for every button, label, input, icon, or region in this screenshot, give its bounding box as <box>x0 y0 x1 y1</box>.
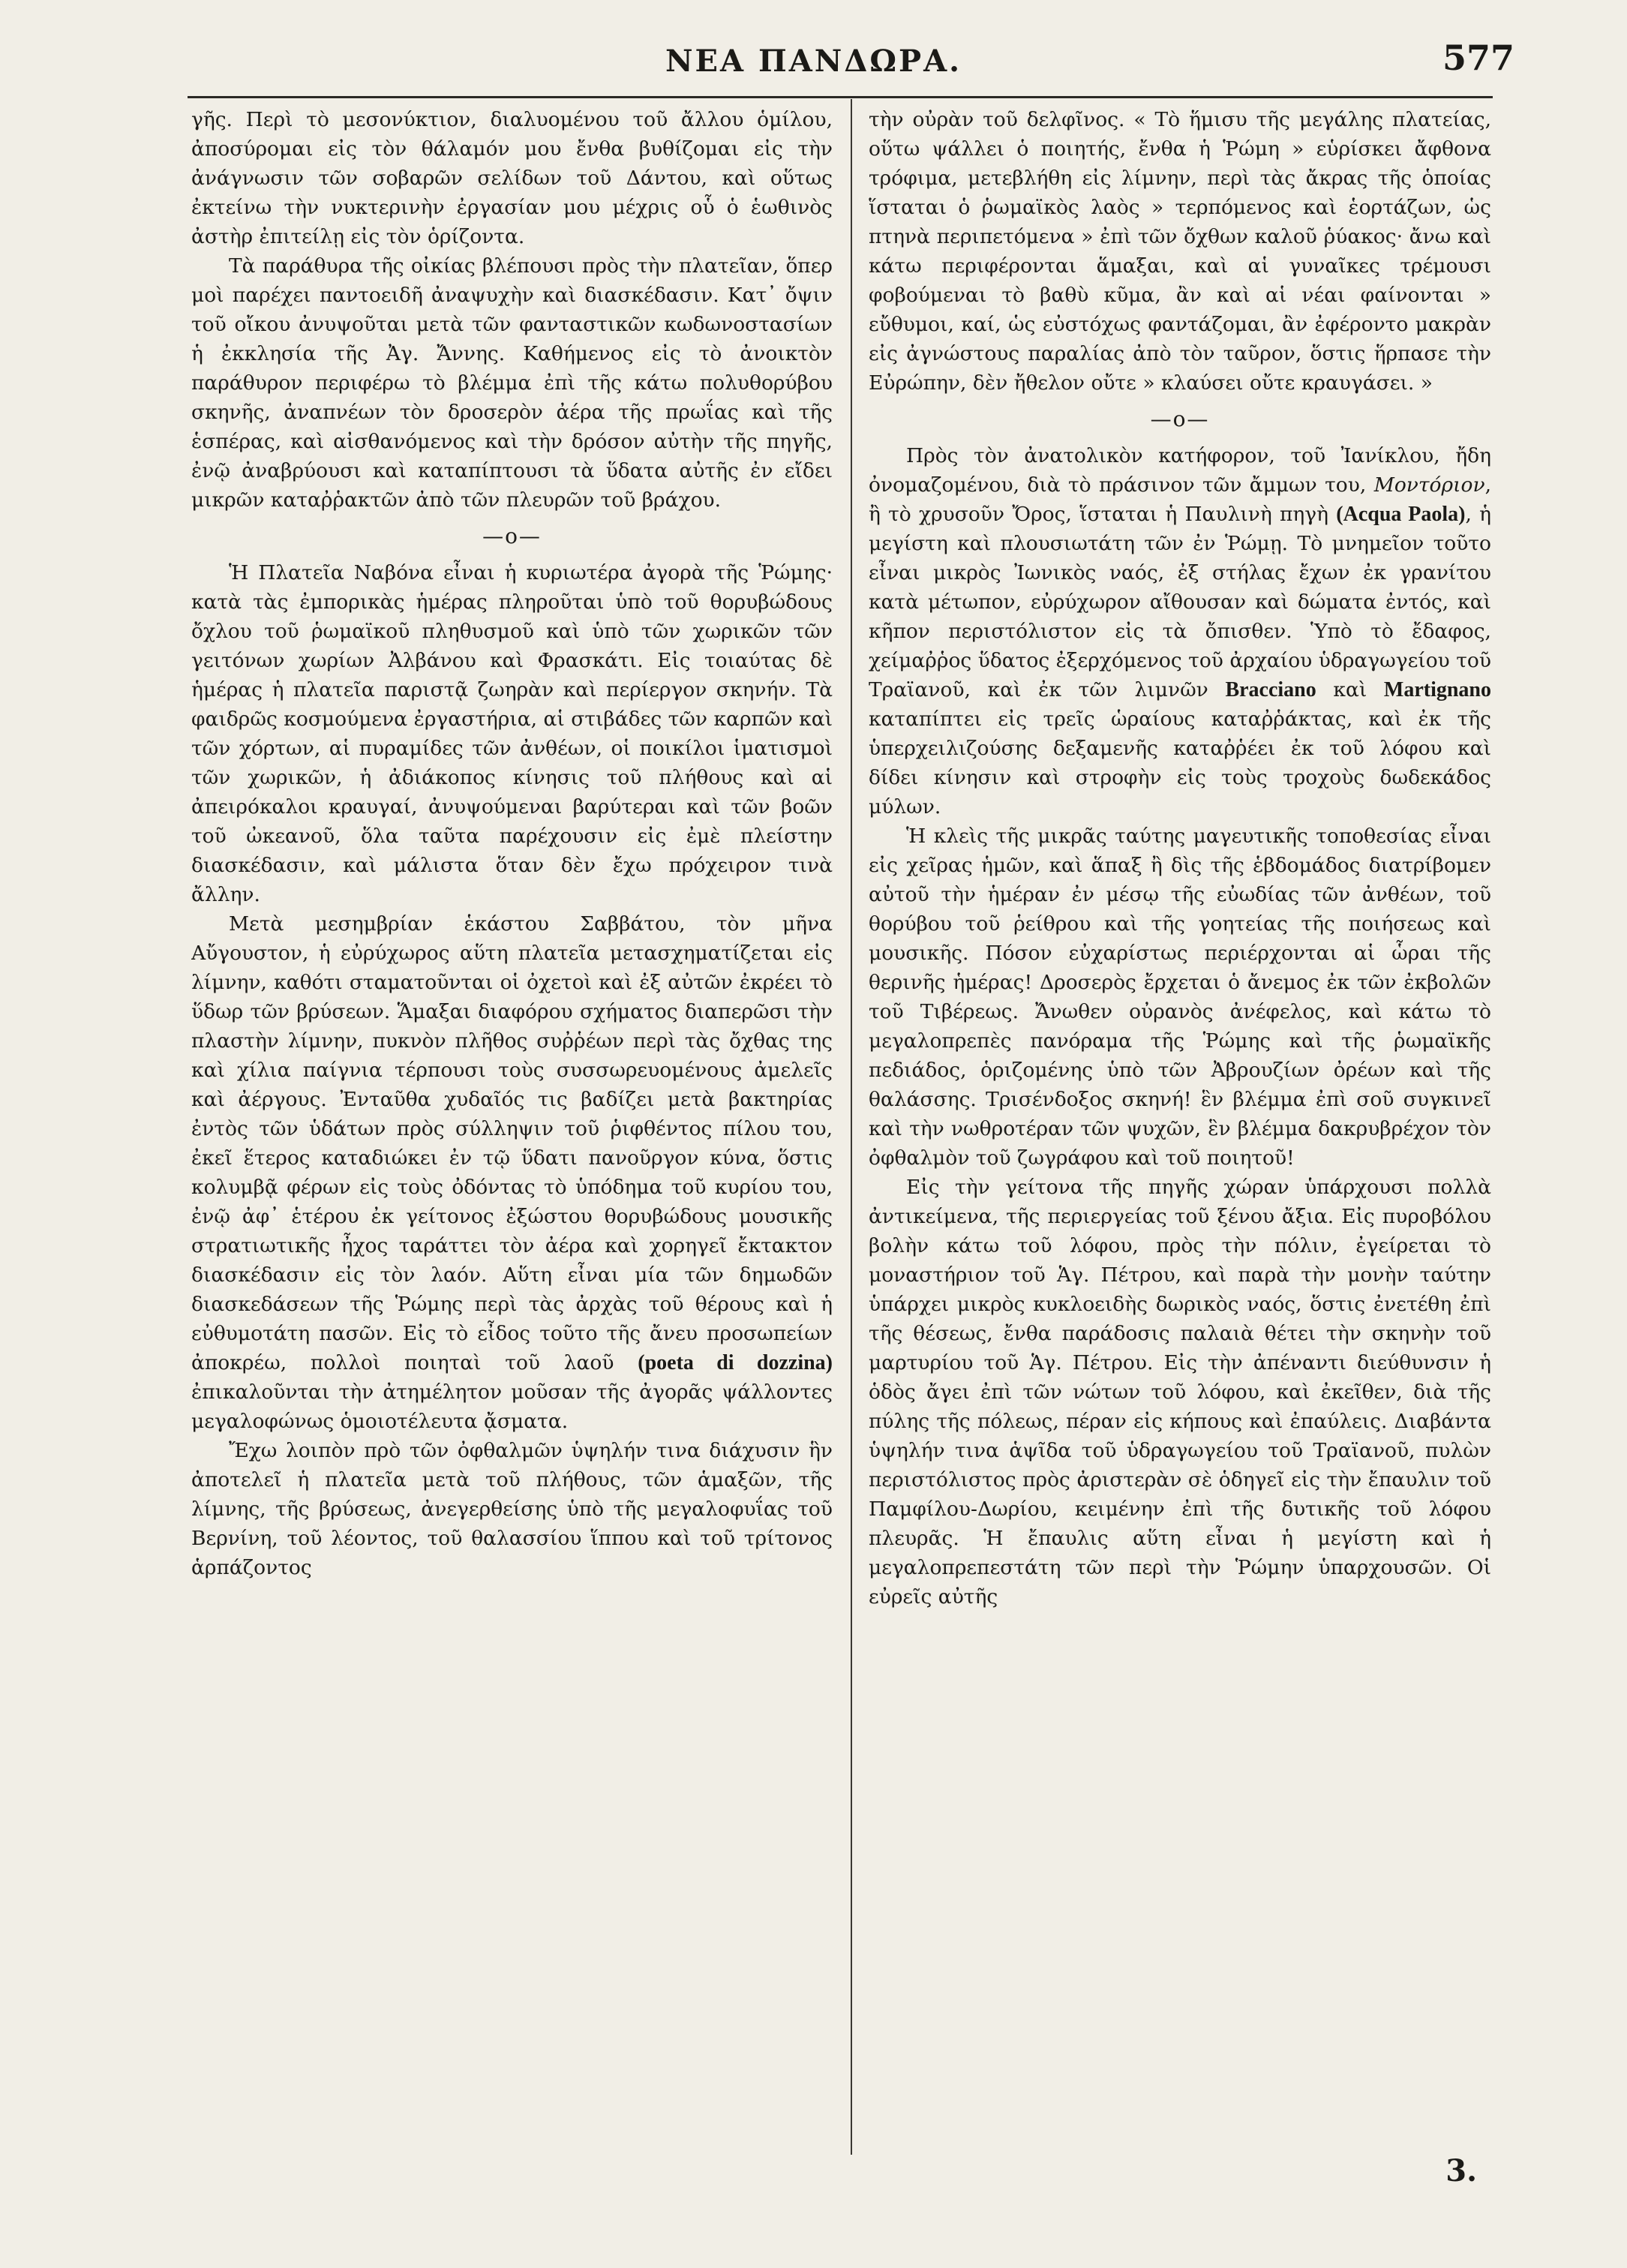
left-column <box>191 105 833 2161</box>
paragraph: Ἔχω λοιπὸν πρὸ τῶν ὀφθαλμῶν ὑψηλήν τινα διάχυσιν ἣν ἀποτελεῖ ἡ πλατεῖα μετὰ τοῦ πλήθους, τῶν ἁμαξῶν, τῆς λίμνης, τῆς βρύσεως, ἀνεγερθείσης ὑπὸ τῆς μεγαλοφυΐας τοῦ Βερνίνη, τοῦ λέοντος, τοῦ θαλασσίου ἵππου καὶ τοῦ τρίτονος ἁρπάζοντος <box>191 1439 833 1579</box>
paragraph-text: καὶ <box>1333 678 1367 701</box>
paragraph-text: , ἢ τὸ χρυσοῦν Ὄρος, ἵσταται ἡ Παυλινὴ πηγὴ <box>869 473 1491 526</box>
paragraph-text: Μετὰ μεσημβρίαν ἑκάστου Σαββάτου, τὸν μῆνα Αὔγουστον, ἡ εὐρύχωρος αὕτη πλατεῖα μετασχηματίζεται εἰς λίμνην, καθότι σταματοῦνται οἱ ὀχετοὶ καὶ ἐξ αὐτῶν ἐκρέει τὸ ὕδωρ τῶν βρύσεων. Ἅμαξαι διαφόρου σχήματος διαπερῶσι τὴν πλαστὴν λίμνην, πυκνὸν πλῆθος συῤῥέων περὶ τὰς ὄχθας της καὶ χίλια παίγνια τέρπουσι τοὺς συσσωρευομένους ἀμελεῖς καὶ ἀέργους. Ἐνταῦθα χυδαῖός τις βαδίζει μετὰ βακτηρίας ἐντὸς τῶν ὑδάτων πρὸς σύλληψιν τοῦ ῥιφθέντος πίλου του, ἐκεῖ ἕτερος καταδιώκει ἐν τῷ ὕδατι πανοῦργον κύνα, ὅστις κολυμβᾷ φέρων εἰς τοὺς ὀδόντας τὸ ὑπόδημα τοῦ κυρίου του, ἐνῷ ἀφ᾽ ἑτέρου ἐκ γείτονος ἐξώστου θορυβώδους μουσικῆς στρατιωτικῆς ἦχος ταράττει τὸν ἀέρα καὶ χορηγεῖ ἔκτακτον διασκέδασιν εἰς τὸν λαόν. Αὕτη εἶναι μία τῶν δημωδῶν διασκεδάσεων τῆς Ῥώμης περὶ τὰς ἀρχὰς τοῦ θέρους καὶ ἡ εὐθυμοτάτη πασῶν. Εἰς τὸ εἶδος τοῦτο τῆς ἄνευ προσωπείων ἀποκρέω, πολλοὶ ποιηταὶ τοῦ λαοῦ <box>191 912 833 1374</box>
latin-phrase: Bracciano <box>1225 678 1316 701</box>
column-rule <box>851 99 852 2155</box>
page-header <box>0 30 1627 98</box>
paragraph-text: , ἡ μεγίστη καὶ πλουσιωτάτη τῶν ἐν Ῥώμῃ. Τὸ μνημεῖον τοῦτο εἶναι μικρὸς Ἰωνικὸς ναός, ἐξ στήλας ἔχων ἐκ γρανίτου κατὰ μέτωπον, εὐρύχωρον αἴθουσαν καὶ δώματα ἐντός, καὶ κῆπον περιστόλιστον εἰς τὰ ὄπισθεν. Ὑπὸ τὸ ἔδαφος, χείμαῤῥος ὕδατος ἐξερχόμενος τοῦ ἀρχαίου ὑδραγωγείου τοῦ Τραϊανοῦ, καὶ ἐκ τῶν λιμνῶν <box>869 503 1491 701</box>
paragraph-text: καταπίπτει εἰς τρεῖς ὡραίους καταῤῥάκτας, καὶ ἐκ τῆς ὑπερχειλιζούσης δεξαμενῆς καταῤῥέει ἐκ τοῦ λόφου καὶ δίδει κίνησιν καὶ στροφὴν εἰς τοὺς τροχοὺς δωδεκάδος μύλων. <box>869 707 1491 819</box>
page-number: 577 <box>1442 38 1514 78</box>
latin-phrase: (Acqua Paola) <box>1336 503 1466 526</box>
paragraph-text: ἐπικαλοῦνται τὴν ἀτημέλητον μοῦσαν τῆς ἀγορᾶς ψάλλοντες μεγαλοφώνως ὁμοιοτέλευτα ᾄσματα. <box>191 1380 833 1433</box>
section-divider: —ο— <box>482 524 542 548</box>
latin-phrase: (poeta di dozzina) <box>638 1351 833 1374</box>
italic-term: Μοντόριον <box>1373 473 1485 497</box>
paragraph: Εἰς τὴν γείτονα τῆς πηγῆς χώραν ὑπάρχουσι πολλὰ ἀντικείμενα, τῆς περιεργείας τοῦ ξένου ἄξια. Εἰς πυροβόλου βολὴν κάτω τοῦ λόφου, πρὸς τὴν πόλιν, ἐγείρεται τὸ μοναστήριον τοῦ Ἁγ. Πέτρου, καὶ παρὰ τὴν μονὴν ταύτην ὑπάρχει μικρὸς κυκλοειδὴς δωρικὸς ναός, ὅστις ἐνετέθη ἐπὶ τῆς θέσεως, ἔνθα παράδοσις παλαιὰ θέτει τὴν σκηνὴν τοῦ μαρτυρίου τοῦ Ἁγ. Πέτρου. Εἰς τὴν ἀπέναντι διεύθυνσιν ἡ ὁδὸς ἄγει ἐπὶ τῶν νώτων τοῦ λόφου, καὶ ἐκεῖθεν, διὰ τῆς πύλης τῆς πόλεως, πέραν εἰς κήπους καὶ ἐπαύλεις. Διαβάντα ὑψηλήν τινα ἁψῖδα τοῦ ὑδραγωγείου τοῦ Τραϊανοῦ, πυλὼν περιστόλιστος πρὸς ἀριστερὰν σὲ ὁδηγεῖ εἰς τὴν ἔπαυλιν τοῦ Παμφίλου-Δωρίου, κειμένην ἐπὶ τῆς δυτικῆς τοῦ λόφου πλευρᾶς. Ἡ ἔπαυλις αὕτη εἶναι ἡ μεγίστη καὶ ἡ μεγαλοπρεπεστάτη τῶν περὶ τὴν Ῥώμην ὑπαρχουσῶν. Οἱ εὐρεῖς αὐτῆς <box>869 1176 1491 1609</box>
running-title: ΝΕΑ ΠΑΝΔΩΡΑ. <box>665 44 962 79</box>
paragraph: Ἡ Πλατεῖα Ναβόνα εἶναι ἡ κυριωτέρα ἀγορὰ τῆς Ῥώμης· κατὰ τὰς ἐμπορικὰς ἡμέρας πληροῦται ὑπὸ τοῦ θορυβώδους ὄχλου τοῦ ῥωμαϊκοῦ πληθυσμοῦ καὶ ὑπὸ τῶν χωρικῶν τῶν γειτόνων χωρίων Ἀλβάνου καὶ Φρασκάτι. Εἰς τοιαύτας δὲ ἡμέρας ἡ πλατεῖα παριστᾷ ζωηρὰν καὶ περίεργον σκηνήν. Τὰ φαιδρῶς κοσμούμενα ἐργαστήρια, αἱ στιβάδες τῶν καρπῶν καὶ τῶν χόρτων, αἱ πυραμίδες τῶν ἀνθέων, οἱ ποικίλοι ἱματισμοὶ τῶν χωρικῶν, ἡ ἀδιάκοπος κίνησις τοῦ πλήθους καὶ αἱ ἀπειρόκαλοι κραυγαί, ἀνυψούμεναι βαρύτεραι καὶ τῶν βοῶν τοῦ ὠκεανοῦ, ὅλα ταῦτα παρέχουσιν εἰς ἐμὲ πλείστην διασκέδασιν, καὶ μάλιστα ὅταν δὲν ἔχω πρόχειρον τινὰ ἄλλην. <box>191 561 833 906</box>
right-column <box>869 105 1491 2161</box>
paragraph: γῆς. Περὶ τὸ μεσονύκτιον, διαλυομένου τοῦ ἄλλου ὁμίλου, ἀποσύρομαι εἰς τὸν θάλαμόν μου ἔνθα βυθίζομαι εἰς τὴν ἀνάγνωσιν τῶν σοβαρῶν σελίδων τοῦ Δάντου, καὶ οὕτως ἐκτείνω τὴν νυκτερινὴν ἐργασίαν μου μέχρις οὗ ὁ ἑωθινὸς ἀστὴρ ἐπιτείλῃ εἰς τὸν ὁρίζοντα. <box>191 108 833 248</box>
signature-mark: 3. <box>1445 2153 1477 2188</box>
paragraph-text: Πρὸς τὸν ἀνατολικὸν κατήφορον, τοῦ Ἰανίκλου, ἤδη ὀνομαζομένου, διὰ τὸ πράσινον τῶν ἄμμων του, <box>869 444 1491 497</box>
latin-phrase: Martignano <box>1383 678 1491 701</box>
paragraph <box>191 909 833 1436</box>
header-rule <box>188 96 1493 98</box>
section-divider: —ο— <box>1150 407 1210 431</box>
paragraph: τὴν οὐρὰν τοῦ δελφῖνος. « Τὸ ἥμισυ τῆς μεγάλης πλατείας, οὕτω ψάλλει ὁ ποιητής, ἔνθα ἡ Ῥώμη » εὑρίσκει ἄφθονα τρόφιμα, μετεβλήθη εἰς λίμνην, περὶ τὰς ἄκρας τῆς ὁποίας ἵσταται ὁ ῥωμαϊκὸς λαὸς » τερπόμενος καὶ ἑορτάζων, ὡς πτηνὰ περιπετόμενα » ἐπὶ τῶν ὄχθων καλοῦ ῥύακος· ἄνω καὶ κάτω περιφέρονται ἅμαξαι, καὶ αἱ γυναῖκες τρέμουσι φοβούμεναι τὸ βαθὺ κῦμα, ἂν καὶ αἱ νέαι φαίνονται » εὔθυμοι, καί, ὡς εὐστόχως φαντάζομαι, ἂν ἐφέροντο μακρὰν εἰς ἀγνώστους παραλίας ἀπὸ τὸν ταῦρον, ὅστις ἥρπασε τὴν Εὐρώπην, δὲν ἤθελον οὔτε » κλαύσει οὔτε κραυγάσει. » <box>869 108 1491 395</box>
paragraph <box>869 441 1491 822</box>
paragraph: Τὰ παράθυρα τῆς οἰκίας βλέπουσι πρὸς τὴν πλατεῖαν, ὅπερ μοὶ παρέχει παντοειδῆ ἀναψυχὴν καὶ διασκέδασιν. Κατ᾽ ὄψιν τοῦ οἴκου ἀνυψοῦται μετὰ τῶν φανταστικῶν κωδωνοστασίων ἡ ἐκκλησία τῆς Ἀγ. Ἄννης. Καθήμενος εἰς τὸ ἀνοικτὸν παράθυρον περιφέρω τὸ βλέμμα ἐπὶ τῆς κάτω πολυθορύβου σκηνῆς, ἀναπνέων τὸν δροσερὸν ἀέρα τῆς πρωΐας καὶ τῆς ἑσπέρας, καὶ αἰσθανόμενος καὶ τὴν δρόσον αὐτὴν τῆς πηγῆς, ἐνῷ ἀναβρύουσι καὶ καταπίπτουσι τὰ ὕδατα αὐτῆς ἐν εἴδει μικρῶν καταῤῥακτῶν ἀπὸ τῶν πλευρῶν τοῦ βράχου. <box>191 254 833 512</box>
paragraph: Ἡ κλεὶς τῆς μικρᾶς ταύτης μαγευτικῆς τοποθεσίας εἶναι εἰς χεῖρας ἡμῶν, καὶ ἅπαξ ἢ δὶς τῆς ἑβδομάδος διατρίβομεν αὐτοῦ τὴν ἡμέραν ἐν μέσῳ τῆς εὐωδίας τῶν ἀνθέων, τοῦ θορύβου τοῦ ῥείθρου καὶ τῆς γοητείας τῆς ποιήσεως καὶ μουσικῆς. Πόσον εὐχαρίστως περιέρχονται αἱ ὧραι τῆς θερινῆς ἡμέρας! Δροσερὸς ἔρχεται ὁ ἄνεμος ἐκ τῶν ἐκβολῶν τοῦ Τιβέρεως. Ἄνωθεν οὐρανὸς ἀνέφελος, καὶ κάτω τὸ μεγαλοπρεπὲς πανόραμα τῆς Ῥώμης καὶ τῆς ῥωμαϊκῆς πεδιάδος, ὁριζομένης ὑπὸ τῶν Ἀβρουζίων ὀρέων καὶ τῆς θαλάσσης. Τρισένδοξος σκηνή! ἓν βλέμμα ἐπὶ σοῦ συγκινεῖ καὶ τὴν νωθροτέραν τῶν ψυχῶν, ἓν βλέμμα δακρυβρέχον τὸν ὀφθαλμὸν τοῦ ζωγράφου καὶ τοῦ ποιητοῦ! <box>869 825 1491 1170</box>
